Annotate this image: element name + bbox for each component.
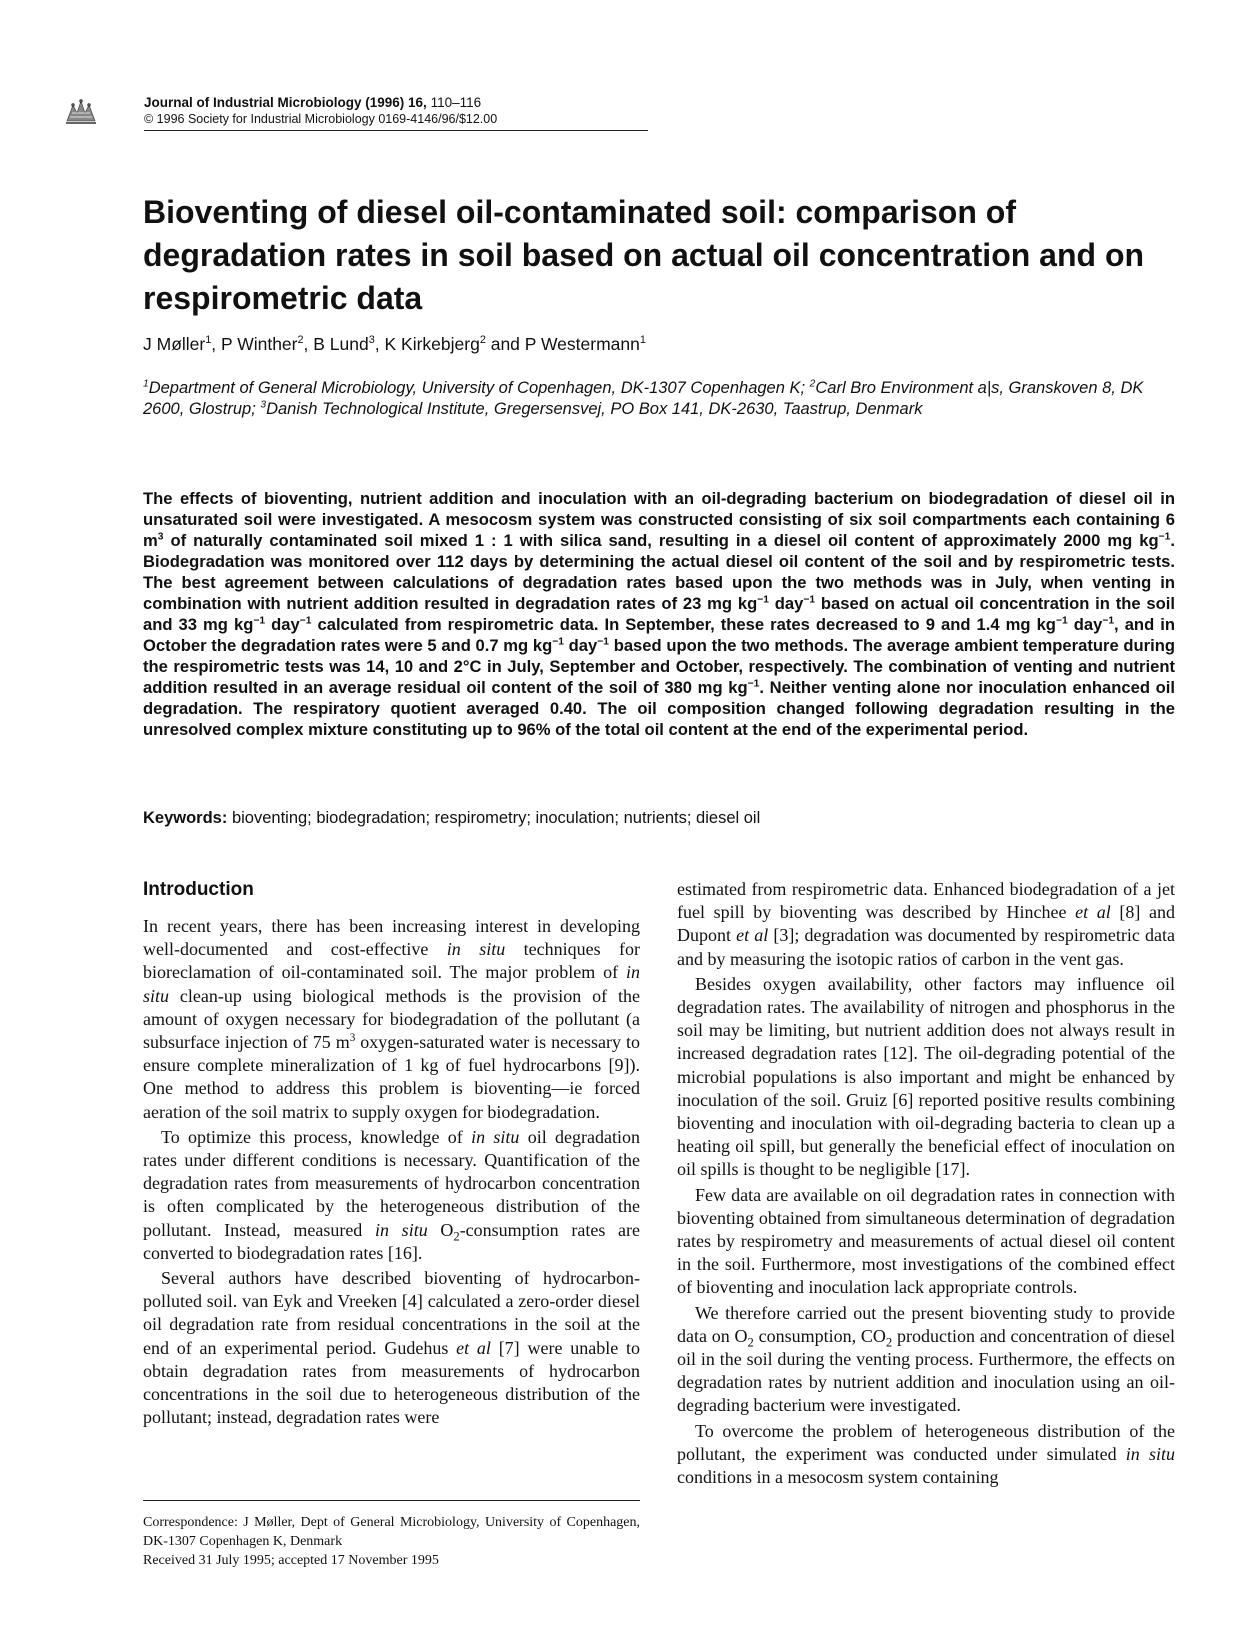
journal-copyright: © 1996 Society for Industrial Microbiology 0169-4146/96/$12.00 [144, 112, 498, 126]
received-dates: Received 31 July 1995; accepted 17 November 1995 [143, 1553, 439, 1568]
right-column [677, 878, 1175, 1491]
paragraph: Few data are available on oil degradation rates in connection with bioventing obtained from simultaneous determination of degradation rates by respirometry and measurements of actual diesel oil content in the soil. Furthermore, most investigations of the combined effect of bioventing and inoculation lack appropriate controls. [677, 1184, 1175, 1298]
affiliation-marker: 1 [143, 378, 149, 390]
journal-header [144, 94, 648, 131]
paragraph: In recent years, there has been increasing interest in developing well-documented and cost-effective in situ techniques for bioreclamation of oil-contaminated soil. The major problem of in situ clean-up using biological methods is the provision of the amount of oxygen necessary for biodegradation of the pollutant (a subsurface injection of 75 $m^3$ oxygen-saturated water is necessary to ensure complete mineralization of 1 kg of fuel hydrocarbons [9]). One method to address this problem is bioventing—ie forced aeration of the soil matrix to supply oxygen for biodegradation. [143, 916, 640, 1122]
left-column [143, 878, 640, 1431]
affiliation-text: Carl Bro Environment a|s, Granskoven 8, DK 2600, Glostrup; [143, 379, 1144, 418]
correspondence-footnote [143, 1500, 640, 1570]
paragraph: We therefore carried out the present bioventing study to provide data on $O_2$ consumption, $CO_2$ production and concentration of diesel oil in the soil during the venting process. Furthermore, the effects on degradation rates by nutrient addition and inoculation using an oil-degrading bacterium were investigated. [677, 1302, 1175, 1416]
affiliation-marker: 1 [205, 334, 212, 347]
paragraph: To overcome the problem of heterogeneous distribution of the pollutant, the experiment was conducted under simulated in situ conditions in a mesocosm system containing [677, 1420, 1175, 1488]
keywords [143, 808, 760, 829]
correspondence-text: Correspondence: J Møller, Dept of General Microbiology, University of Copenhagen, DK-1307 Copenhagen K, Denmark [143, 1515, 640, 1549]
paragraph: estimated from respirometric data. Enhanced biodegradation of a jet fuel spill by bioventing was described by Hinchee et al [8] and Dupont et al [3]; degradation was documented by respirometric data and by measuring the isotopic ratios of carbon in the vent gas. [677, 879, 1176, 969]
author: , K Kirkebjerg [374, 334, 480, 354]
affiliation-marker: 3 [368, 334, 375, 347]
paragraph: To optimize this process, knowledge of in situ oil degradation rates under different conditions is necessary. Quantification of the degradation rates from measurements of hydrocarbon concentration is often complicated by the heterogeneous distribution of the pollutant. Instead, measured in situ $O_2$-consumption rates are converted to biodegradation rates [16]. [143, 1126, 641, 1263]
affiliation-text: Department of General Microbiology, University of Copenhagen, DK-1307 Copenhagen K; [148, 379, 810, 397]
affiliation-marker: 3 [260, 399, 267, 411]
author-list [143, 333, 646, 355]
keywords-text: bioventing; biodegradation; respirometry; inoculation; nutrients; diesel oil [227, 809, 761, 827]
author: , B Lund [303, 334, 369, 354]
article-title: Bioventing of diesel oil-contaminated soil: comparison of degradation rates in soil based on actual oil concentration and on respirometric data [143, 194, 1145, 316]
affiliation-marker: 1 [639, 334, 646, 347]
publisher-logo-icon [64, 97, 98, 127]
author: and P Westermann [485, 334, 640, 354]
affiliation-marker: 2 [479, 334, 486, 347]
journal-name-volume: Journal of Industrial Microbiology (1996) 16, [144, 95, 427, 110]
paragraph: Several authors have described bioventing of hydrocarbon-polluted soil. van Eyk and Vreeken [4] calculated a zero-order diesel oil degradation rate from residual concentrations in the soil at the end of an experimental period. Gudehus et al [7] were unable to obtain degradation rates from measurements of hydrocarbon concentrations in the soil due to heterogeneous distribution of the pollutant; instead, degradation rates were [143, 1268, 640, 1428]
affiliations [143, 378, 1173, 420]
affiliation-text: Danish Technological Institute, Gregersensvej, PO Box 141, DK-2630, Taastrup, Denmark [266, 400, 923, 418]
abstract: The effects of bioventing, nutrient addition and inoculation with an oil-degrading bacterium on biodegradation of diesel oil in unsaturated soil were investigated. A mesocosm system was constructed consisting of six soil compartments each containing 6 $m^3$ of naturally contaminated soil mixed 1 : 1 with silica sand, resulting in a diesel oil content of approximately 2000 mg $kg^{-1}$. Biodegradation was monitored over 112 days by determining the actual diesel oil content of the soil and by respirometric tests. The best agreement between calculations of degradation rates based upon the two methods was in July, when venting in combination with nutrient addition resulted in degradation rates of 23 mg $kg^{-1}$ day$^{-1}$ based on actual oil concentration in the soil and 33 mg $kg^{-1}$ day$^{-1}$ calculated from respirometric data. In September, these rates decreased to 9 and 1.4 mg $kg^{-1}$ day$^{-1}$, and in October the degradation rates were 5 and 0.7 mg $kg^{-1}$ day$^{-1}$ based upon the two methods. The average ambient temperature during the respirometric tests was 14, 10 and 2°C in July, September and October, respectively. The combination of venting and nutrient addition resulted in an average residual oil content of the soil of 380 mg $kg^{-1}$. Neither venting alone nor inoculation enhanced oil degradation. The respiratory quotient averaged 0.40. The oil composition changed following degradation resulting in the unresolved complex mixture constituting up to 96% of the total oil content at the end of the experimental period. [143, 489, 1175, 739]
journal-pages: 110–116 [426, 95, 482, 110]
affiliation-marker: 2 [809, 378, 816, 390]
section-heading: Introduction [143, 879, 254, 900]
affiliation-marker: 2 [297, 334, 304, 347]
paragraph: Besides oxygen availability, other factors may influence oil degradation rates. The availability of nitrogen and phosphorus in the soil may be limiting, but nutrient addition does not always result in increased degradation rates [12]. The oil-degrading potential of the microbial populations is also important and might be enhanced by inoculation of the soil. Gruiz [6] reported positive results combining bioventing and inoculation with oil-degrading bacteria to clean up a heating oil spill, but generally the beneficial effect of inoculation on oil spills is thought to be negligible [17]. [677, 973, 1175, 1180]
keywords-label: Keywords: [143, 809, 228, 827]
author: J Møller [143, 334, 206, 354]
author: , P Winther [211, 334, 298, 354]
